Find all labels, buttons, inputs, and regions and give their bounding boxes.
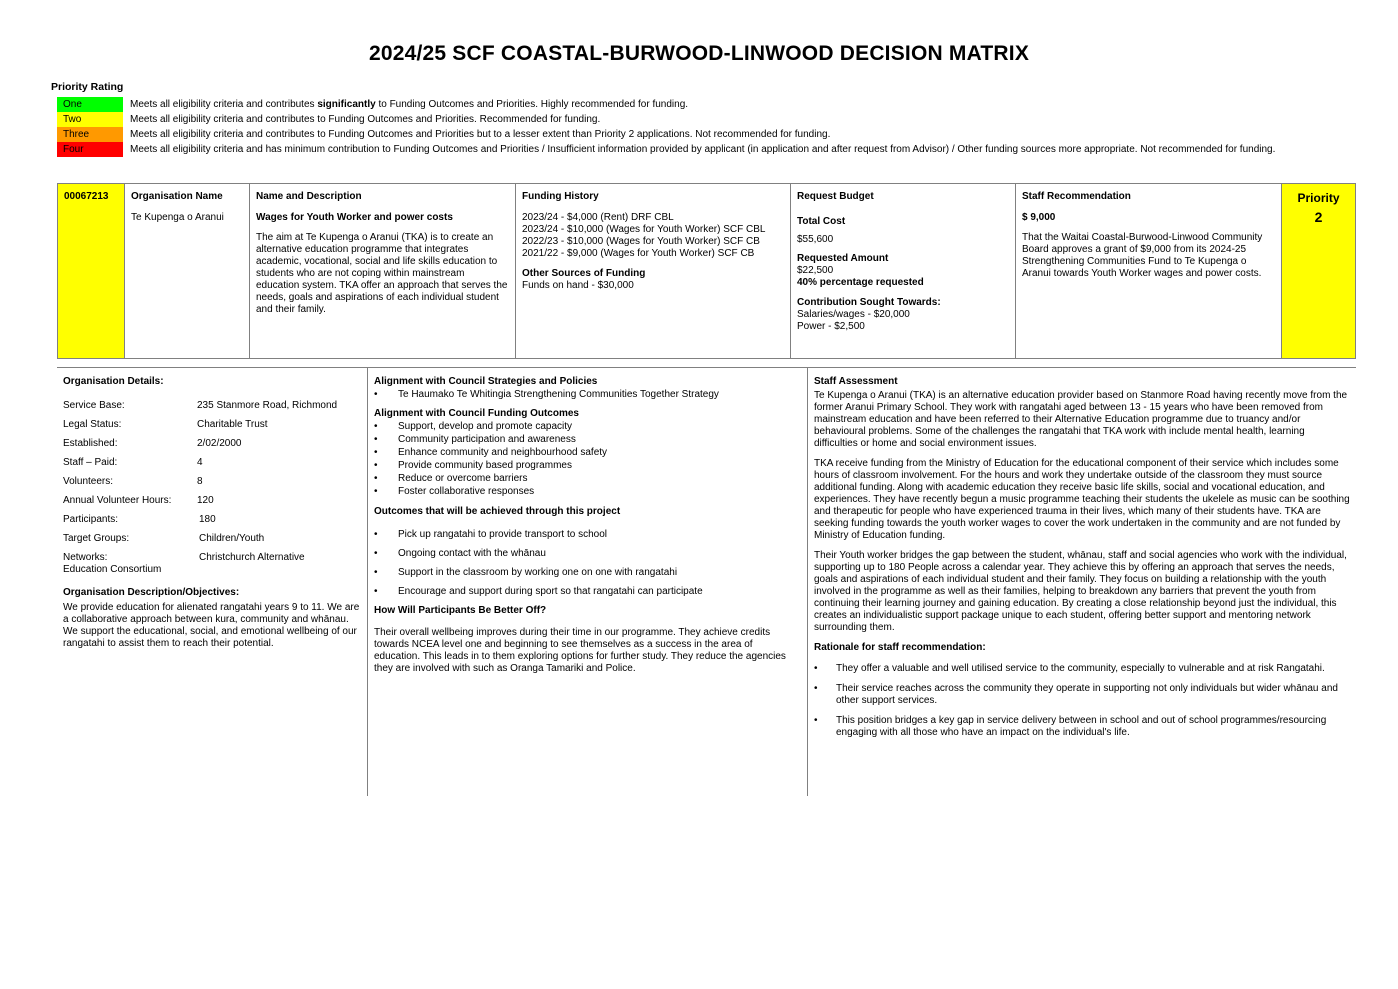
detail-value: 180 (199, 514, 216, 525)
priority-value: 2 (1314, 209, 1323, 225)
priority-label: Priority (1297, 191, 1340, 205)
list-item: • Pick up rangatahi to provide transport to school (374, 529, 801, 541)
name-description-heading: Name and Description (256, 191, 362, 202)
detail-value: Children/Youth (199, 533, 265, 544)
legend-text-two: Meets all eligibility criteria and contributes to Funding Outcomes and Priorities. Recommended for funding. (130, 114, 601, 125)
list-item: • Encourage and support during sport so that rangatahi can participate (374, 586, 801, 598)
list-item: • Provide community based programmes (374, 460, 801, 472)
name-description-cell (250, 184, 516, 358)
details-section (57, 367, 1356, 796)
list-item: • Foster collaborative responses (374, 486, 801, 498)
other-sources-heading: Other Sources of Funding (522, 268, 646, 279)
assessment-paragraph: Te Kupenga o Aranui (TKA) is an alternative education provider based on Stanmore Road having recently move from the former Aranui Primary School. They work with rangatahi aged between 13 - 15 years who have been removed from mainstream education and have been referred to their Alternative Education programme due to truancy and/or behavioural problems. Some of the challenges the rangatahi that TKA work with include mental health, learning difficulties or home and social environment issues. (814, 390, 1348, 449)
application-summary-table (57, 183, 1356, 359)
detail-value: Charitable Trust (197, 419, 268, 430)
organisation-description: We provide education for alienated rangatahi years 9 to 11. We are a collaborative approach between kura, community and whānau. We support the educational, social, and emotional wellbeing of our rangatahi to assist them to reach their potential. (63, 602, 360, 649)
assessment-paragraph: Their Youth worker bridges the gap between the student, whānau, staff and social agencies who work with the individual, supporting up to 180 People across a calendar year. They achieve this by offering an approach that serves the needs, goals and aspirations of each individual student and their family. They focus on building a relationship with the youth involved in the programme as well as their families, helping to breakdown any barriers that prevent the youth from continuing their learning journey and gaining education. By creating a close relationship beyond just the individual, this creates an individualistic support package unique to each student, offering better support and mentoring network surrounding them. (814, 550, 1347, 633)
priority-legend (57, 97, 1357, 157)
staff-recommendation-heading: Staff Recommendation (1022, 191, 1131, 202)
legend-text-one: Meets all eligibility criteria and contributes significantly to Funding Outcomes and Priorities. Highly recommended for funding. (130, 99, 689, 110)
legend-swatch-four: Four (57, 142, 123, 157)
list-item: • Reduce or overcome barriers (374, 473, 801, 485)
organisation-details-column (57, 368, 367, 796)
better-off-text: Their overall wellbeing improves during their time in our programme. They achieve credits towards NCEA level one and beginning to see themselves as a success in the area of education. This leads in to them exploring options for further study. They reduce the agencies they are involved with such as Oranga Tamariki and Police. (374, 627, 786, 674)
detail-key: Established: (63, 438, 118, 449)
legend-swatch-three: Three (57, 127, 123, 142)
detail-key: Legal Status: (63, 419, 122, 430)
detail-row (63, 419, 361, 431)
detail-value: 2/02/2000 (197, 438, 242, 449)
priority-cell (1282, 184, 1355, 358)
project-name: Wages for Youth Worker and power costs (256, 212, 453, 223)
priority-rating-heading: Priority Rating (51, 81, 124, 93)
contribution-item: Salaries/wages - $20,000 (797, 309, 910, 320)
legend-row-four (57, 142, 1357, 157)
staff-recommendation-text: That the Waitai Coastal-Burwood-Linwood Community Board approves a grant of $9,000 from its 2024-25 Strengthening Communities Fund to Te Kupenga o Aranui towards Youth Worker wages and power costs. (1022, 232, 1263, 279)
application-id: 00067213 (58, 184, 125, 358)
staff-assessment-column (807, 368, 1356, 796)
detail-key: Volunteers: (63, 476, 114, 487)
networks-value: Christchurch Alternative (199, 552, 305, 563)
funding-history-cell (516, 184, 791, 358)
alignment-column (367, 368, 807, 796)
detail-key: Staff – Paid: (63, 457, 118, 468)
staff-assessment-heading: Staff Assessment (814, 376, 898, 387)
detail-row (63, 533, 361, 545)
contribution-item: Power - $2,500 (797, 321, 865, 332)
recommended-amount: $ 9,000 (1022, 212, 1056, 223)
list-item: • Community participation and awareness (374, 434, 801, 446)
detail-value: 235 Stanmore Road, Richmond (197, 400, 338, 411)
detail-row (63, 495, 361, 507)
organisation-name: Te Kupenga o Aranui (131, 212, 224, 223)
legend-swatch-one: One (57, 97, 123, 112)
detail-row (63, 438, 361, 450)
legend-text-four: Meets all eligibility criteria and has minimum contribution to Funding Outcomes and Priorities / Insufficient information provided by applicant (in application and after request from Advisor) / Other funding sources more appropriate. Not recommended for funding. (130, 144, 1276, 155)
request-budget-cell (791, 184, 1016, 358)
strategies-heading: Alignment with Council Strategies and Policies (374, 376, 598, 387)
assessment-paragraph: TKA receive funding from the Ministry of Education for the educational component of their service which includes some hours of classroom involvement. For the hours and work they undertake outside of the classroom they must source additional funding. Along with academic education they receive basic life skills, social and vocational education, and experiences. They have recently begun a music programme teaching their students the ukelele as music can be soothing and therapeutic for people who have experienced trauma in their lives, which many of their students have. TKA are seeking funding towards the youth worker wages to cover the work undertaken in the community and are not funded by Ministry of Education funding. (814, 458, 1350, 541)
rationale-heading: Rationale for staff recommendation: (814, 642, 986, 653)
rationale-list (814, 663, 1350, 739)
page-title: 2024/25 SCF COASTAL-BURWOOD-LINWOOD DECISION MATRIX (368, 42, 1030, 65)
other-sources: Funds on hand - $30,000 (522, 280, 634, 291)
detail-key: Participants: (63, 514, 119, 525)
list-item: • Their service reaches across the community they operate in supporting not only individuals but wider whānau and other support services. (814, 683, 1350, 707)
staff-recommendation-cell (1016, 184, 1282, 358)
project-description: The aim at Te Kupenga o Aranui (TKA) is to create an alternative education programme that integrates academic, vocational, social and life skills education to students who are not coping within mainstream education system. TKA offer an approach that serves the needs, goals and aspirations of each individual student and their family. (256, 232, 508, 315)
project-outcomes-heading: Outcomes that will be achieved through this project (374, 506, 621, 517)
total-cost-label: Total Cost (797, 216, 846, 227)
funding-history-item: 2023/24 - $4,000 (Rent) DRF CBL (522, 212, 674, 223)
detail-row (63, 476, 361, 488)
list-item: • Enhance community and neighbourhood safety (374, 447, 801, 459)
organisation-details-heading: Organisation Details: (63, 376, 164, 387)
list-item: • This position bridges a key gap in service delivery between in school and out of school programmes/resourcing engaging with all those who have an impact on the individual's life. (814, 715, 1350, 739)
list-item: • Ongoing contact with the whānau (374, 548, 801, 560)
percentage-requested: 40% percentage requested (797, 277, 924, 288)
legend-swatch-two: Two (57, 112, 123, 127)
organisation-cell (125, 184, 250, 358)
funding-history-item: 2022/23 - $10,000 (Wages for Youth Worker) SCF CB (522, 236, 760, 247)
funding-history-heading: Funding History (522, 191, 599, 202)
detail-value: 120 (197, 495, 214, 506)
legend-row-two (57, 112, 1357, 127)
legend-text-three: Meets all eligibility criteria and contributes to Funding Outcomes and Priorities but to a lesser extent than Priority 2 applications. Not recommended for funding. (130, 129, 831, 140)
better-off-heading: How Will Participants Be Better Off? (374, 605, 547, 616)
list-item: • Te Haumako Te Whitingia Strengthening Communities Together Strategy (374, 389, 801, 401)
organisation-description-heading: Organisation Description/Objectives: (63, 587, 240, 598)
legend-row-three (57, 127, 1357, 142)
detail-row (63, 514, 361, 526)
networks-label: Networks: (63, 552, 108, 563)
funding-history-item: 2021/22 - $9,000 (Wages for Youth Worker) SCF CB (522, 248, 755, 259)
detail-row (63, 400, 361, 412)
request-budget-heading: Request Budget (797, 191, 874, 202)
networks-row (63, 552, 361, 576)
networks-value-cont: Education Consortium (63, 564, 162, 575)
requested-amount-value: $22,500 (797, 265, 834, 276)
detail-key: Target Groups: (63, 533, 130, 544)
detail-row (63, 457, 361, 469)
project-outcomes-list (374, 529, 801, 598)
list-item: • Support in the classroom by working one on one with rangatahi (374, 567, 801, 579)
strategies-list (374, 389, 801, 401)
detail-value: 8 (197, 476, 203, 487)
detail-key: Service Base: (63, 400, 125, 411)
list-item: • They offer a valuable and well utilised service to the community, especially to vulnerable and at risk Rangatahi. (814, 663, 1350, 675)
funding-history-item: 2023/24 - $10,000 (Wages for Youth Worker) SCF CBL (522, 224, 766, 235)
funding-outcomes-heading: Alignment with Council Funding Outcomes (374, 408, 579, 419)
detail-value: 4 (197, 457, 203, 468)
total-cost-value: $55,600 (797, 234, 834, 245)
legend-row-one (57, 97, 1357, 112)
detail-key: Annual Volunteer Hours: (63, 495, 172, 506)
funding-outcomes-list (374, 421, 801, 498)
contribution-label: Contribution Sought Towards: (797, 297, 941, 308)
list-item: • Support, develop and promote capacity (374, 421, 801, 433)
requested-amount-label: Requested Amount (797, 253, 889, 264)
organisation-heading: Organisation Name (131, 191, 223, 202)
